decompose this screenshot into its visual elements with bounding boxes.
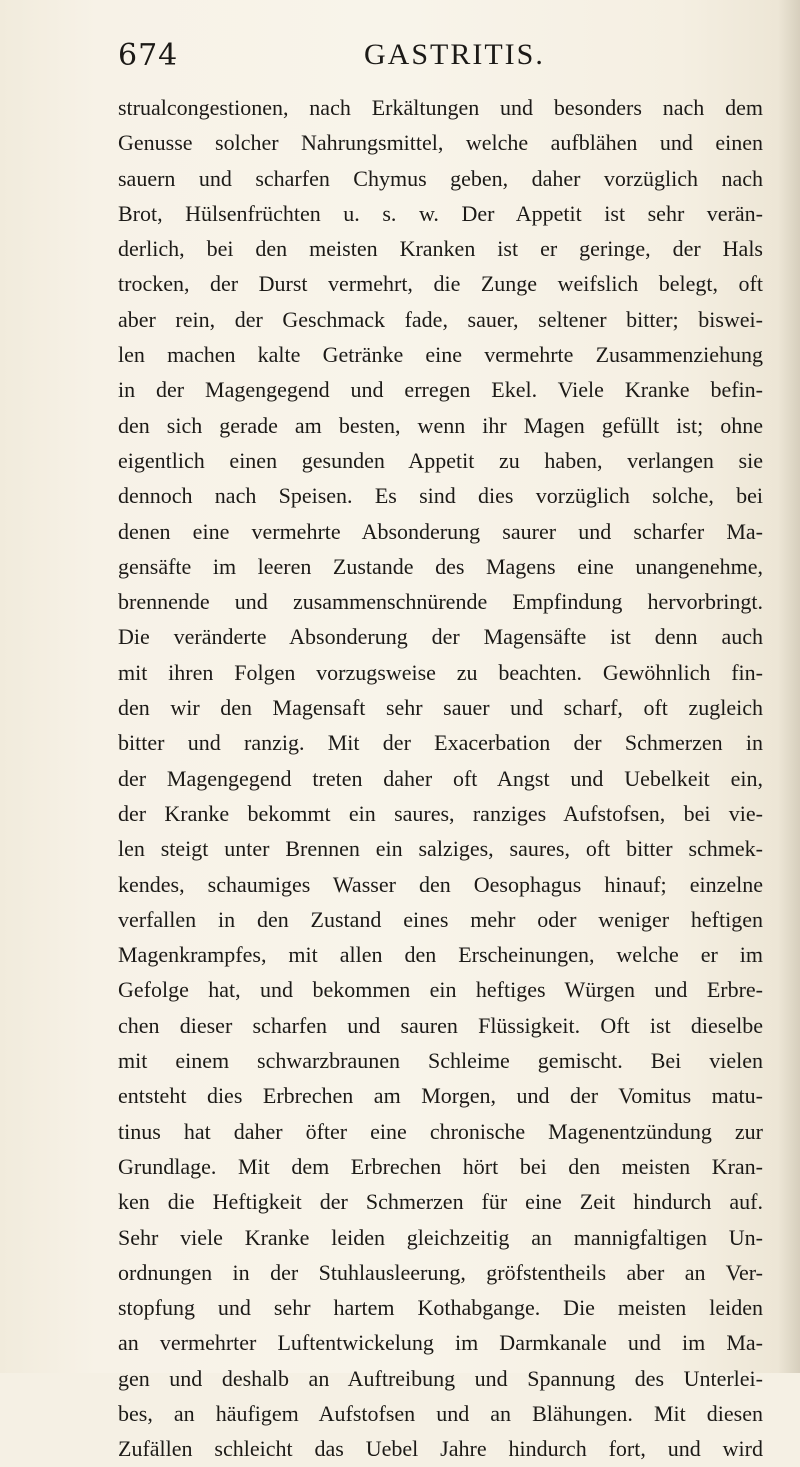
- text-line: Grundlage. Mit dem Erbrechen hört bei den meisten Kran-: [118, 1153, 763, 1179]
- text-line: ken die Heftigkeit der Schmerzen für eine Zeit hindurch auf.: [118, 1189, 763, 1215]
- page-number: 674: [118, 38, 179, 73]
- text-line: strualcongestionen, nach Erkältungen und besonders nach dem: [118, 95, 763, 120]
- text-line: mit ihren Folgen vorzugsweise zu beachten. Gewöhnlich fin-: [118, 659, 763, 685]
- text-line: derlich, bei den meisten Kranken ist er geringe, der Hals: [118, 236, 763, 262]
- page-header: [118, 38, 750, 78]
- text-line: dennoch nach Speisen. Es sind dies vorzüglich solche, bei: [118, 483, 763, 509]
- text-line: Gefolge hat, und bekommen ein heftiges Würgen und Erbre-: [118, 977, 763, 1003]
- text-line: Sehr viele Kranke leiden gleichzeitig an mannigfaltigen Un-: [118, 1224, 763, 1250]
- text-line: trocken, der Durst vermehrt, die Zunge weifslich belegt, oft: [118, 271, 763, 297]
- text-line: Zufällen schleicht das Uebel Jahre hindurch fort, und wird: [118, 1436, 763, 1462]
- text-line: len machen kalte Getränke eine vermehrte Zusammenziehung: [118, 342, 763, 368]
- text-line: mit einem schwarzbraunen Schleime gemischt. Bei vielen: [118, 1048, 763, 1074]
- text-line: gensäfte im leeren Zustande des Magens eine unangenehme,: [118, 553, 763, 579]
- text-line: brennende und zusammenschnürende Empfindung hervorbringt.: [118, 589, 763, 615]
- text-line: kendes, schaumiges Wasser den Oesophagus hinauf; einzelne: [118, 871, 763, 897]
- text-line: eigentlich einen gesunden Appetit zu haben, verlangen sie: [118, 447, 763, 473]
- text-line: den sich gerade am besten, wenn ihr Magen gefüllt ist; ohne: [118, 412, 763, 438]
- text-line: tinus hat daher öfter eine chronische Magenentzündung zur: [118, 1118, 763, 1144]
- text-line: Die veränderte Absonderung der Magensäfte ist denn auch: [118, 624, 763, 650]
- text-line: verfallen in den Zustand eines mehr oder weniger heftigen: [118, 906, 763, 932]
- text-line: entsteht dies Erbrechen am Morgen, und der Vomitus matu-: [118, 1083, 763, 1109]
- text-line: aber rein, der Geschmack fade, sauer, seltener bitter; biswei-: [118, 306, 763, 332]
- page-edge-shadow: [778, 0, 800, 1373]
- text-line: an vermehrter Luftentwickelung im Darmkanale und im Ma-: [118, 1330, 763, 1356]
- text-line: der Kranke bekommt ein saures, ranziges Aufstofsen, bei vie-: [118, 800, 763, 826]
- text-line: denen eine vermehrte Absonderung saurer und scharfer Ma-: [118, 518, 763, 544]
- text-line: den wir den Magensaft sehr sauer und scharf, oft zugleich: [118, 695, 763, 721]
- text-line: sauern und scharfen Chymus geben, daher vorzüglich nach: [118, 165, 763, 191]
- text-line: in der Magengegend und erregen Ekel. Viele Kranke befin-: [118, 377, 763, 403]
- text-line: der Magengegend treten daher oft Angst und Uebelkeit ein,: [118, 765, 763, 791]
- text-line: bitter und ranzig. Mit der Exacerbation der Schmerzen in: [118, 730, 763, 756]
- text-line: stopfung und sehr hartem Kothabgange. Die meisten leiden: [118, 1295, 763, 1321]
- body-text: [118, 90, 763, 1467]
- text-line: Brot, Hülsenfrüchten u. s. w. Der Appetit ist sehr verän-: [118, 200, 763, 226]
- text-line: Genusse solcher Nahrungsmittel, welche aufblähen und einen: [118, 130, 763, 156]
- text-line: bes, an häufigem Aufstofsen und an Blähungen. Mit diesen: [118, 1400, 763, 1426]
- running-head: GASTRITIS.: [364, 38, 545, 71]
- text-line: Magenkrampfes, mit allen den Erscheinungen, welche er im: [118, 942, 763, 968]
- text-line: ordnungen in der Stuhlausleerung, gröfstentheils aber an Ver-: [118, 1259, 763, 1285]
- text-line: len steigt unter Brennen ein salziges, saures, oft bitter schmek-: [118, 836, 763, 862]
- text-line: gen und deshalb an Auftreibung und Spannung des Unterlei-: [118, 1365, 763, 1391]
- text-line: chen dieser scharfen und sauren Flüssigkeit. Oft ist dieselbe: [118, 1012, 763, 1038]
